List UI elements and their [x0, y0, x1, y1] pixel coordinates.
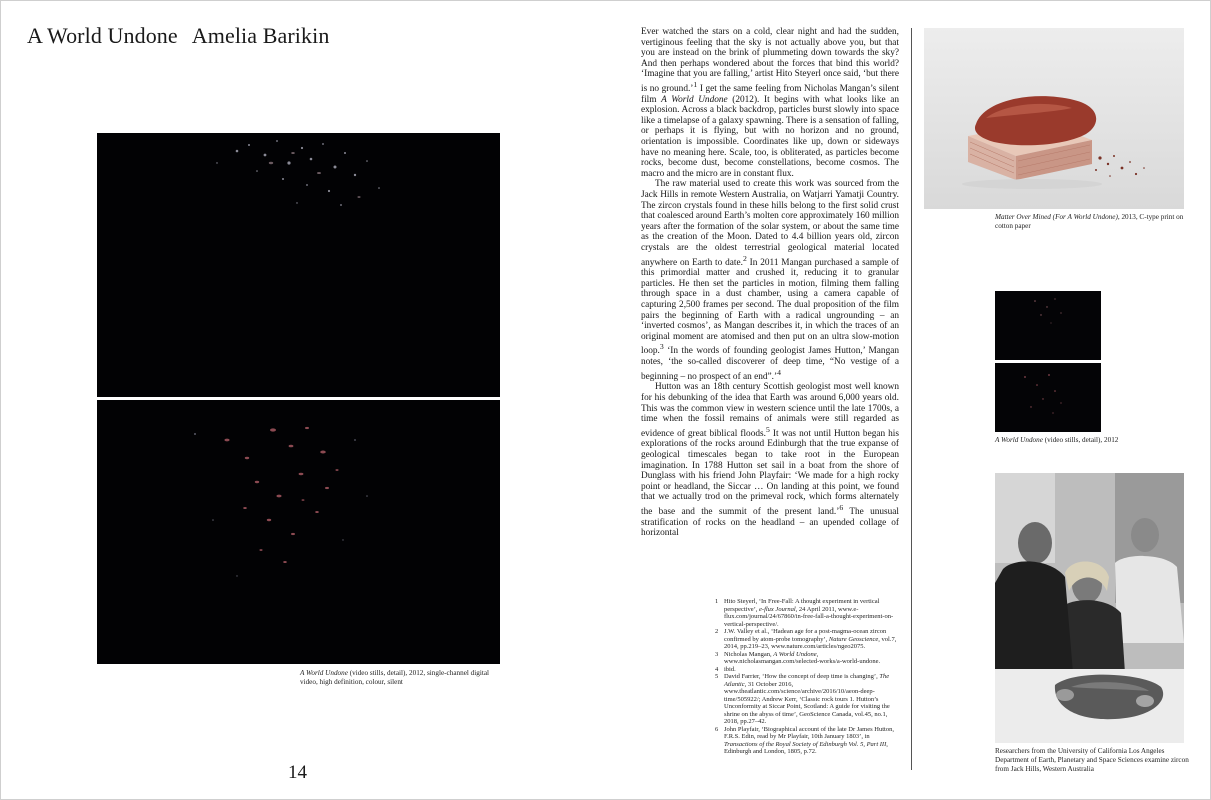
caption-title: Matter Over Mined (For A World Undone): [995, 213, 1118, 221]
caption-title: A World Undone: [300, 669, 348, 677]
footnote-ref: 2: [742, 253, 747, 263]
column-divider: [911, 28, 912, 770]
video-still-top: [97, 133, 500, 397]
caption-text: (video stills, detail), 2012, single-channel digital video, high definition, colour, silent: [300, 669, 490, 686]
book-photo: [924, 28, 1184, 209]
caption-text: , 2013, C-type print on cotton paper: [995, 213, 1184, 230]
researchers-image: [995, 473, 1184, 743]
paragraph: Ever watched the stars on a cold, clear night and had the sudden, vertiginous feeling that the sky is not actually above you, but that you are instead on the brink of plummeting down towards the sky? And then perhaps wondered about the forces that bind this world? ‘Imagine that you are falling,’ artist Hito Steyerl once said, ‘but there is no ground.’$^1$ I get the same feeling from Nicholas Mangan’s silent film A World Undone (2012). It begins with what looks like an explosion. Across a black backdrop, particles burst slowly into space like a timelapse of a galaxy spawning. There is a sensation of falling, or perhaps it is flying, but with no horizon and no ground, orientation is impossible. Coordinates like up, down or sideways have no meaning here. Scale, too, is obliterated, as particles become rocks, become dust, become constellations, become cosmos. The macro and the micro are in constant flux.: [641, 27, 899, 179]
footnote: 6 John Playfair, ‘Biographical account of the late Dr James Hutton, F.R.S. Edin, read by Mr Playfair, 10th January 1803’, in Transactions of the Royal Society of Edinburgh Vol. 5, Part III, Edinburgh and London, 1805, p.72.: [715, 725, 894, 755]
footnote: 4 ibid.: [715, 665, 736, 673]
researchers-caption: Researchers from the University of California Los Angeles Department of Earth, Planetary and Space Sciences examine zircon from Jack Hills, Western Australia: [995, 747, 1189, 773]
footnote: 2 J.W. Valley et al., ‘Hadean age for a post-magma-ocean zircon confirmed by atom-probe tomography’, Nature Geoscience, vol.7, 2014, pp.219–23, www.nature.com/articles/ngeo2075.: [715, 628, 897, 650]
footnote: 3 Nicholas Mangan, A World Undone, www.nicholasmangan.com/selected-works/a-world-undone.: [715, 650, 881, 665]
footnote-ref: 4: [777, 367, 781, 377]
footnotes: [715, 598, 900, 756]
page-number: 14: [288, 762, 307, 783]
paragraph: The raw material used to create this work was sourced from the Jack Hills in remote Western Australia, on Watjarri Yamatji Country. The zircon crystals found in these hills belong to the first solid crust that coalesced around Earth’s molten core approximately 160 million years after the formation of the solar system, or about the same time as the creation of the Moon. Dated to 4.4 billion years old, zircon crystals are the oldest terrestrial geological material located anywhere on Earth to date.$^2$ In 2011 Mangan purchased a sample of this primordial matter and crushed it, reducing it to granular particles. He then set the particles in motion, filming them falling through space in a dust chamber, using a camera capable of capturing 2,500 frames per second. The dual proposition of the film pairs the beginning of Earth with a radical ungrounding – an ‘inverted cosmos’, as Mangan describes it, in which the traces of an original moment are atomised and then put on an ultra slow-motion loop.$^3$ ‘In the words of founding geologist James Hutton,’ Mangan notes, ‘the so-called discoverer of deep time, “No vestige of a beginning – no prospect of an end”.’$^4$: [641, 179, 899, 382]
particle-field-bottom: [97, 400, 500, 664]
particle-field-top: [97, 133, 500, 397]
video-still-bottom: [97, 400, 500, 664]
mini-stills-caption: [995, 436, 1195, 445]
footnote-ref: 3: [659, 342, 664, 352]
caption-title: A World Undone: [995, 436, 1043, 444]
title-text: A World Undone: [27, 23, 178, 48]
mini-still-top: [995, 291, 1101, 360]
footnote: 5 David Farrier, ‘How the concept of deep time is changing’, The Atlantic, 31 October 2016, www.theatlantic.com/science/archive/2016/10/aeon-deep-time/505922/; Andrew Kerr, ‘Classic rock tours 1. Hutton’s Unconformity at Siccar Point, Scotland: A guide for visiting the shrine on the abyss of time’, GeoScience Canada, vol.45, no.1, 2018, pp.27–42.: [715, 673, 890, 725]
paragraph: Hutton was an 18th century Scottish geologist most well known for his debunking of the idea that Earth was around 6,000 years old. This was the common view in western science until the late 1700s, a time when the fossil remains of animals were still regarded as evidence of great biblical floods.$^5$ It was not until Hutton began his explorations of the rocks around Edinburgh that the true expanse of geological timescales began to take root in the European imagination. In 1788 Hutton set sail in a boat from the shore of Dunglass with his friend John Playfair: ‘We made for a high rocky point or headland, the Siccar … On landing at this point, we found that we actually trod on the primeval rock, which forms alternately the base and the summit of the present land.’$^6$ The unusual stratification of rocks on the headland – an upended collage of horizontal: [641, 382, 899, 539]
footnote: 1 Hito Steyerl, ‘In Free-Fall: A thought experiment in vertical perspective’, e-flux Journal, 24 April 2011, www.e-flux.com/journal/24/67860/in-free-fall-a-thought-experiment-on-vertical-perspective/.: [715, 598, 894, 628]
book-photo-caption: [995, 213, 1195, 231]
footnote-ref: 1: [693, 79, 698, 89]
left-image-caption: [300, 669, 505, 687]
mini-particles-top: [995, 291, 1101, 360]
book-sculpture-image: [924, 28, 1184, 209]
mini-still-bottom: [995, 363, 1101, 432]
footnote-ref: 5: [765, 424, 770, 434]
mini-particles-bottom: [995, 363, 1101, 432]
footnote-ref: 6: [839, 503, 844, 512]
article-title: [27, 23, 329, 49]
article-body: [641, 27, 899, 582]
caption-text: (video stills, detail), 2012: [1042, 436, 1119, 444]
author-name: Amelia Barikin: [191, 23, 330, 48]
researchers-photo: [995, 473, 1184, 743]
